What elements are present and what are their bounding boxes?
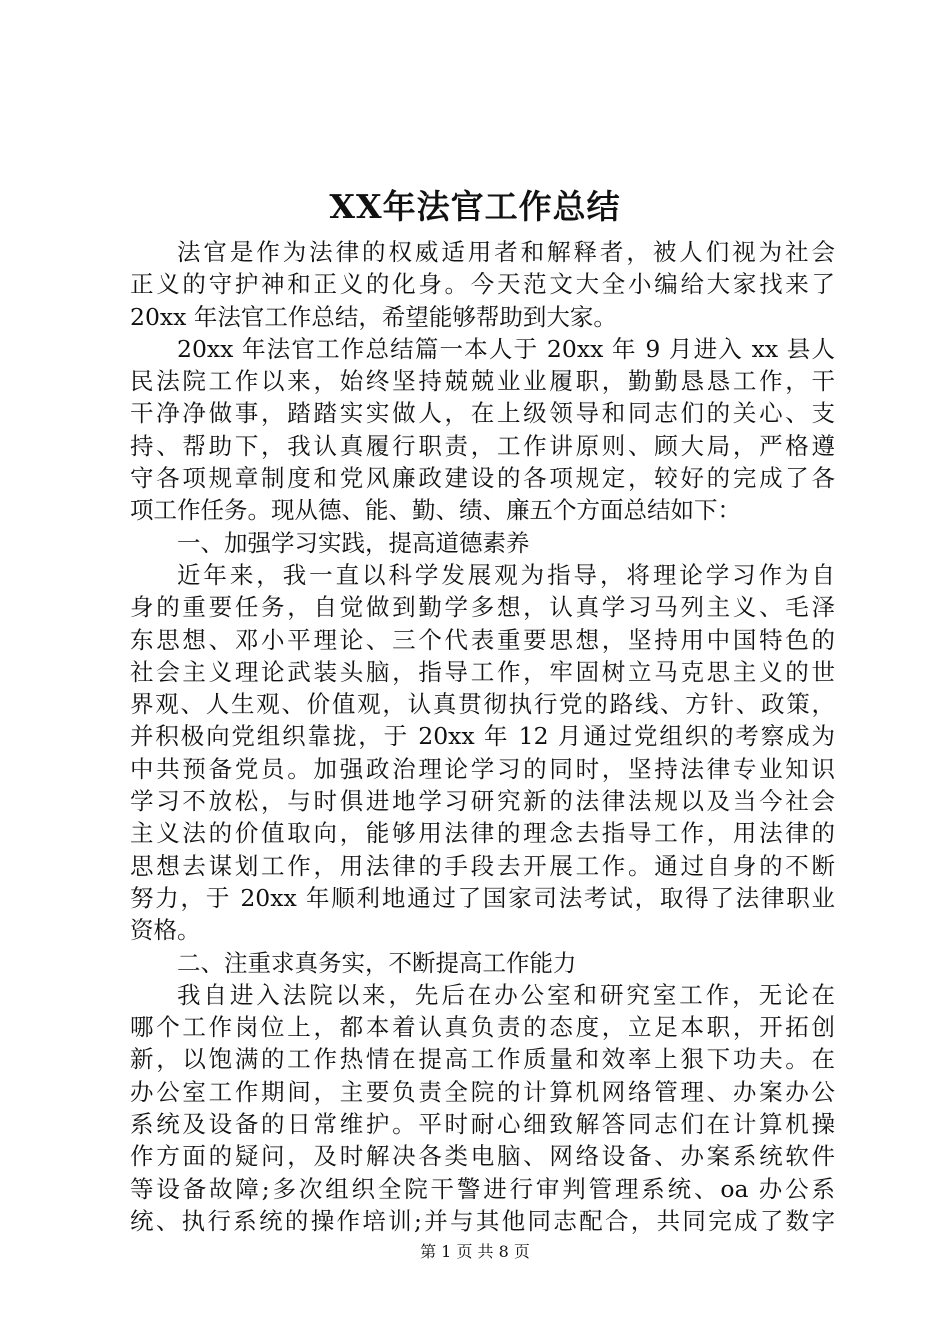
- text-line: 法官是作为法律的权威适用者和解释者，被人们视为社会: [177, 238, 835, 266]
- text-line: 身的重要任务，自觉做到勤学多想，认真学习马列主义、毛泽: [130, 593, 835, 622]
- document-body: [130, 236, 835, 1237]
- text-line: 近年来，我一直以科学发展观为指导，将理论学习作为自: [177, 560, 835, 589]
- text-line: 作方面的疑问，及时解决各类电脑、网络设备、办案系统软件: [130, 1142, 835, 1171]
- text-line: 系统及设备的日常维护。平时耐心细致解答同志们在计算机操: [130, 1110, 835, 1139]
- text-line: 界观、人生观、价值观，认真贯彻执行党的路线、方针、政策，: [130, 690, 835, 719]
- text-line: 主义法的价值取向，能够用法律的理念去指导工作，用法律的: [130, 819, 835, 848]
- text-line: 二、注重求真务实，不断提高工作能力: [177, 948, 577, 977]
- text-line: 项工作任务。现从德、能、勤、绩、廉五个方面总结如下：: [130, 496, 741, 525]
- text-line: 我自进入法院以来，先后在办公室和研究室工作，无论在: [177, 980, 835, 1009]
- text-line: 民法院工作以来，始终坚持兢兢业业履职，勤勤恳恳工作，干: [130, 367, 835, 396]
- text-line: 社会主义理论武装头脑，指导工作，牢固树立马克思主义的世: [130, 657, 835, 686]
- page-footer: 第 1 页 共 8 页: [420, 1242, 530, 1261]
- text-line: 并积极向党组织靠拢，于 20xx 年 12 月通过党组织的考察成为: [130, 722, 835, 751]
- text-line: 一、加强学习实践，提高道德素养: [177, 528, 530, 557]
- text-line: 学习不放松，与时俱进地学习研究新的法律法规以及当今社会: [130, 787, 835, 816]
- text-line: 等设备故障;多次组织全院干警进行审判管理系统、oa 办公系: [130, 1174, 835, 1203]
- text-line: 思想去谋划工作，用法律的手段去开展工作。通过自身的不断: [130, 851, 835, 880]
- text-line: 统、执行系统的操作培训;并与其他同志配合，共同完成了数字: [130, 1206, 835, 1235]
- text-line: 哪个工作岗位上，都本着认真负责的态度，立足本职，开拓创: [130, 1013, 835, 1042]
- text-line: 新，以饱满的工作热情在提高工作质量和效率上狠下功夫。在: [130, 1045, 835, 1074]
- text-line: 持、帮助下，我认真履行职责，工作讲原则、顾大局，严格遵: [130, 431, 835, 460]
- text-line: 努力，于 20xx 年顺利地通过了国家司法考试，取得了法律职业: [130, 883, 835, 912]
- text-line: 办公室工作期间，主要负责全院的计算机网络管理、办案办公: [130, 1077, 835, 1106]
- text-line: 东思想、邓小平理论、三个代表重要思想，坚持用中国特色的: [130, 625, 835, 654]
- document-title: XX年法官工作总结: [329, 187, 621, 226]
- text-line: 正义的守护神和正义的化身。今天范文大全小编给大家找来了: [130, 270, 835, 299]
- text-line: 干净净做事，踏踏实实做人，在上级领导和同志们的关心、支: [130, 399, 835, 428]
- text-line: 20xx 年法官工作总结，希望能够帮助到大家。: [130, 302, 617, 331]
- text-line: 中共预备党员。加强政治理论学习的同时，坚持法律专业知识: [130, 754, 835, 783]
- text-line: 20xx 年法官工作总结篇一本人于 20xx 年 9 月进入 xx 县人: [177, 334, 835, 363]
- text-line: 守各项规章制度和党风廉政建设的各项规定，较好的完成了各: [130, 464, 835, 493]
- text-line: 资格。: [130, 916, 201, 945]
